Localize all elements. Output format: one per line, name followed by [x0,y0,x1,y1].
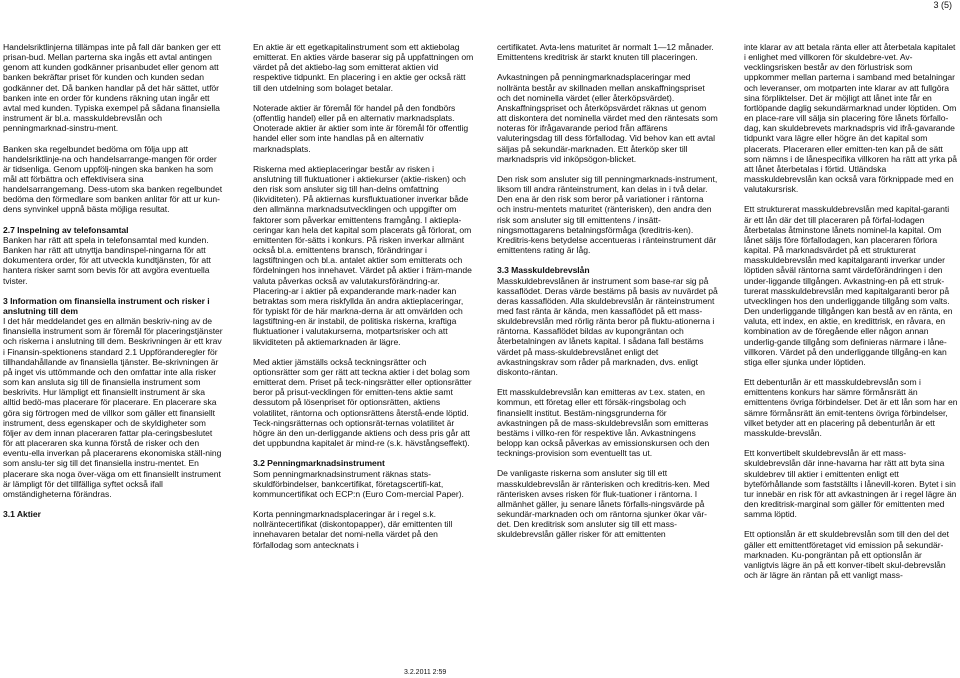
section-heading: 3.3 Masskuldebrevslån [497,265,590,276]
paragraph: Korta penningmarknadsplaceringar är i regel s.k. nollräntecertifikat (diskontopapper), där emittenten till innehavaren betalar det nomi-nella värdet på den förfallodag som antecknats i [253,509,453,550]
paragraph: De vanligaste riskerna som ansluter sig till ett masskuldebrevslån är ränterisken och kreditris-ken. Med ränterisken avses risken för fluk-tuationer i räntorna. I allmänhet gäller, ju senare lånets förfalls-ningsvärde på sekundär-marknaden och om räntorna sjunker ökar vär-det. Den kreditrisk som ansluter sig till ett mass-skuldebrevslån gäller risker för att emittenten [497,468,710,540]
paragraph: Banken har rätt att spela in telefonsamtal med kunden. Banken har rätt att utnyttja bandinspel-ningarna för att dokumentera order, för att utveckla kundtjänsten, för att hantera risker samt som bevis för att avgöra eventuella tvister. [3,234,211,286]
paragraph: Med aktier jämställs också teckningsrätter och optionsrätter som ger rätt att teckna aktier i det bolag som emitterat dem. Priset på teck-ningsrätter eller optionsrätter beror på prisut-vecklingen för emitten-tens aktie samt dessutom på lösenpriset för optionsrätten, aktiens volatilitet, räntorna och optionsrättens återstå-ende löptid. Teck-ningsrätternas och optionsrät-ternas volatilitet är högre än den un-derliggande aktiens och dess pris går att det uppbundna kapitalet är mind-re (s.k. hävstångseffekt). [253,356,472,449]
paragraph: Noterade aktier är föremål för handel på den fondbörs (offentlig handel) eller på en alternativ marknadsplats. Onoterade aktier är aktier som inte är föremål för offentlig handel eller som inte handlas på en alternativ marknadsplats. [253,102,469,154]
paragraph: Masskuldebrevslånen är instrument som base-rar sig på kassaflödet. Deras värde bestäms på basis av nuvärdet på deras kassaflöden. Alla skuldebrevslån är ränteinstrument med fast ränta är kända, men kassaflödet på ett mass-skuldebrevslån med rörlig ränta beror på fluktu-ationerna i räntorna. Kassaflödet bildas av kupongräntan och återbetalningen av lånets kapital. I sådana fall bestäms värdet på mass-skuldebrevslånet enligt det avkastningskrav som råder på marknaden, dvs. enligt diskonto-räntan. [497,275,718,377]
text-column-3 [497,42,718,550]
paragraph: Ett strukturerat masskuldebrevslån med kapital-garanti är ett lån där det till placeraren på förfal-lodagen återbetalas åtminstone lånets nominel-la kapital. Om lånet säljs före förfallodagen, kan placeraren förlora kapital. På marknadsvärdet på ett strukturerat masskuldebrevslån med kapitalgaranti inverkar under löptiden såväl räntorna samt värdeförändringen i den under-liggande tillgången. Avkastning-en på ett struk-turerat masskuldebrevslån med kapitalgaranti beror på utvecklingen hos den underliggande tillgång som valts. Den underliggande tillgången kan bestå av en ränta, en valuta, ett index, en aktie, en kredittrisk, en råvara, en kombination av de föregående eller någon annan underlig-gande tillgång som definieras närmare i låne-villkoren. Värdet på den underliggande tillgång-en kan stiga eller sjunka under löptiden. [744,204,953,367]
paragraph: Ett optionslån är ett skuldebrevslån som till den del det gäller ett emittentföretaget vid emission på sekundär-marknaden. Ku-pongräntan på ett optionslån är vanligtvis lägre än på ett konver-tibelt skul-debrevslån och är lägre än räntan på ett vanligt mass- [744,529,949,581]
section-heading: 3.1 Aktier [3,509,41,520]
page-number: 3 (5) [933,0,952,10]
footer-date: 3.2.2011 2:59 [404,669,447,676]
paragraph: Som penningmarknadsinstrument räknas stats-skuldförbindelser, bankcertifikat, företagscertifi-kat, kommuncertifikat och ECP:n (Euro Com-mercial Paper). [253,468,464,499]
paragraph: certifikatet. Avta-lens maturitet är normalt 1—12 månader. Emittentens kreditrisk är starkt knuten till placeringen. [497,42,714,63]
paragraph: Avkastningen på penningmarknadsplaceringar med nollränta består av skillnaden mellan anskaffningspriset och det nominella värdet (eller återköpsvärdet). Anskaffningspriset och återköpsvärdet räknas ut genom att diskontera det nominella värdet med den räntesats som noteras för ifrågavarande period från affärens valuteringsdag till dess förfallodag. Vid behov kan ett avtal säljas på sekundär-marknaden. Ett återköp sker till marknadspris vid inköpsögon-blicket. [497,72,718,164]
paragraph: En aktie är ett egetkapitalinstrument som ett aktiebolag emitterat. En akties värde baserar sig på uppfattningen om värdet på det aktiebo-lag som emitterat aktien vid respektive tidpunkt. En placering i en aktie ger också rätt till den utdelning som bolaget betalar. [253,42,474,93]
text-column-1 [3,42,224,519]
section-heading: 3 Information om finansiella instrument och risker i anslutning till dem [3,295,210,317]
paragraph: Banken ska regelbundet bedöma om följa upp att handelsriktlinje-na och handelsarrange-mangen för order är tidsenliga. Genom uppfölj-ningen ska banken ha som mål att förbättra och effektivisera sina handelsarrangemang. Dess-utom ska banken regelbundet bedöma den förmedlare som banken anlitar för att ur kun-dens synvinkel uppnå bästa möjliga resultat. [3,143,223,215]
paragraph: Den risk som ansluter sig till penningmarknads-instrument, liksom till andra ränteinstrument, kan delas in i två delar. Den ena är den risk som beror på variationer i räntorna och instru-mentets maturitet (ränterisken), den andra den risk som ansluter sig till emittentens / insätt-ningsmottagarens betalningsförmåga (kreditris-ken). Kreditris-kens betydelse accentueras i ränteinstrument där emittentens rating är låg. [497,174,718,256]
paragraph: Handelsriktlinjerna tillämpas inte på fall där banken ger ett prisan-bud. Mellan parterna ska ingås ett avtal antingen genom att kunden godkänner prisanbudet eller genom att banken bekräftar priset för kunden och kunden sedan godkänner det. Då banken handlar på det här sättet, utför banken inte en order för kundens räkning utan ingår ett avtal med kunden. Typiska exempel på sådana finansiella instrument är bl.a. masskuldebrevslån och penningmarknad-sinstru-ment. [3,42,221,134]
paragraph: Ett masskuldebrevslån kan emitteras av t.ex. staten, en kommun, ett företag eller ett försäk-ringsbolag och finansiellt institut. Bestäm-ningsgrunderna för avkastningen på de mass-skuldebrevslån som emitteras bestäms i villko-ren för respektive lån. Avkastningens belopp kan också påverkas av emissionskursen och den tecknings-provision som eventuellt tas ut. [497,387,710,459]
paragraph: Ett konvertibelt skuldebrevslån är ett mass-skuldebrevslån där inne-havarna har rätt att byta sina skuldebrev till aktier i emittenten enligt ett byteförhållande som fastställts i lånevill-koren. Bytet i sin tur innebär en risk för att avkastningen är i regel lägre än den kreditrisk-marginal som gäller för emittenten med samma löptid. [744,448,957,520]
paragraph: Ett debenturlån är ett masskuldebrevslån som i emittentens konkurs har sämre förmånsrätt än emittentens övriga förbindelser. Det är ett lån som har en sämre förmånsrätt än emit-tentens övriga förbindelser, vilket betyder att en placering på debenturlån är ett masskulde-brevslån. [744,377,958,438]
section-heading: 3.2 Penningmarknadsinstrument [253,458,385,469]
paragraph: inte klarar av att betala ränta eller att återbetala kapitalet i enlighet med villkoren för skuldebre-vet. Av-vecklingsrisken består av den förlustrisk som uppkommer mellan parterna i samband med betalningar och leveranser, om motparten inte klarar av att fullgöra sina förpliktelser. Det är möjligt att lånet inte får en fortlöpande daglig sekundärmarknad under löptiden. Om en place-rare vill sälja sin placering före lånets förfallo-dag, kan skuldebrevets marknadspris vid ifrå-gavarande tidpunkt vara lägre eller högre än det kapital som placerats. Placeraren eller emitten-ten kan på de sätt som nämns i de lånespecifika villkoren ha rätt att yrka på att lånet återbetalas i förtid. Utländska masskuldebrevslån kan också vara förknippade med en valutakursrisk. [744,42,958,195]
section-heading: 2.7 Inspelning av telefonsamtal [3,224,129,235]
paragraph: I det här meddelandet ges en allmän beskriv-ning av de finansiella instrument som är föremål för placeringstjänster och riskerna i anslutning till dem. Beskrivningen är ett krav i Finansin-spektionens standard 2.1 Uppföranderegler för tillhandahållande av finansiella tjänster. Be-skrivningen är på inget vis uttömmande och den omfattar inte alla risker som kan ansluta sig till de finansiella instrument som beskrivits. Hur lämpligt ett finansiellt instrument är ska alltid bedö-mas placerare för placerare. En placerare ska göra sig förtrogen med de villkor som gäller ett finansiellt instrument, dess egenskaper och de skyldigheter som följer av dem innan placeraren fattar pla-ceringsbeslutet för att placeraren ska kunna förstå de risker och den eventu-ella inverkan på placerarens ekonomiska ställ-ning som anslu-ter sig till det finansiella instru-mentet. En placerare ska noga över-väga om ett finansiellt instrument är lämpligt för det tillfälliga syftet också ifall omständigheterna förändras. [3,316,223,499]
text-column-4 [744,42,958,590]
text-column-2 [253,42,474,560]
paragraph: Riskerna med aktieplaceringar består av risken i anslutning till fluktuationer i aktiekurser (aktie-risken) och den risk som ansluter sig till han-delns omfattning (likviditeten). På aktiernas kursfluktuationer inverkar både den allmänna marknadsutvecklingen och uppgifter om faktorer som påverkar emittentens framgång. I aktiepla-ceringar kan hela det kapital som placerats gå förlorat, om emittenten för-sätts i konkurs. På risken inverkar allmänt också bl.a. emittentens bransch, förändringar i lagstiftningen och bl.a. antalet aktier som emitterats och fördelningen hos innehavet. Värdet på aktier i främ-mande valuta påverkas också av valutakursförändring-ar. Placering-ar i aktier på expanderande mark-nader kan betraktas som mera riskfyllda än andra aktieplaceringar, för typiskt för de här markna-derna är att omvärlden och lagstiftning-en är instabil, de politiska riskerna, kraftiga fluktuationer i valutakurserna, motpartsrisker och att likviditeten på aktiemarknaden är lägre. [253,163,472,347]
